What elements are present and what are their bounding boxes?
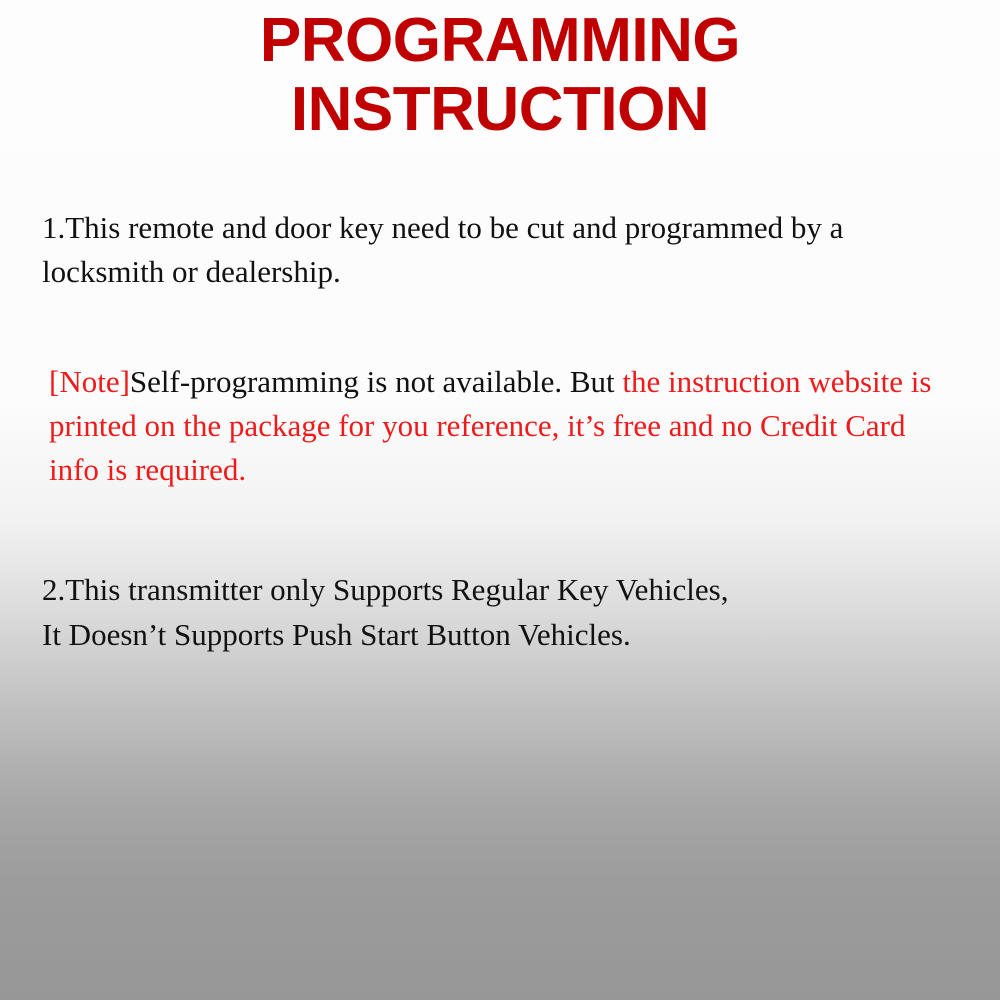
instruction-item-1: 1.This remote and door key need to be cut and programmed by a locksmith or dealership. <box>42 209 844 289</box>
note-red-text: the instruction website is printed on the package for you reference, it’s free and no Credit Card info is required. <box>49 363 932 487</box>
instruction-item-2-line-2: It Doesn’t Supports Push Start Button Vehicles. <box>42 616 631 652</box>
note-tag: [Note] <box>49 363 130 399</box>
instruction-item-2 <box>42 568 960 658</box>
page-title-line-2: INSTRUCTION <box>290 74 710 144</box>
note-black-text: Self-programming is not available. But <box>129 363 623 399</box>
page-title-line-1: PROGRAMMING <box>259 6 741 75</box>
instruction-body <box>0 206 1000 658</box>
instruction-note <box>42 360 960 492</box>
instruction-item-2-line-1: 2.This transmitter only Supports Regular Key Vehicles, <box>42 571 729 607</box>
page-title <box>0 0 1000 144</box>
